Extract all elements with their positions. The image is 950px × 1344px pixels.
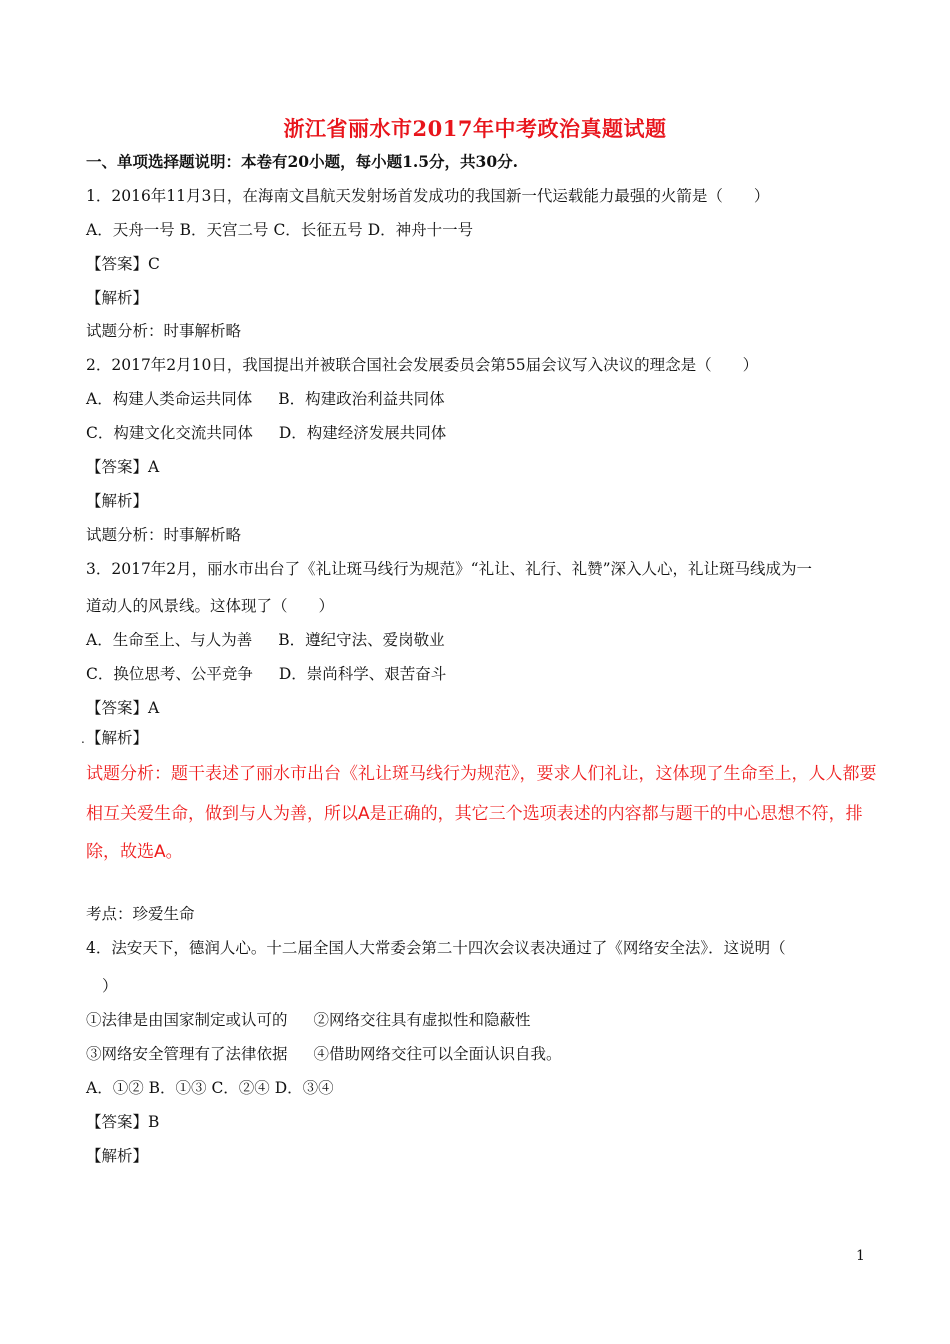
question-2-analysis-label: 【解析】 bbox=[86, 492, 149, 510]
question-3-analysis-line-1: 试题分析：题干表述了丽水市出台《礼让斑马线行为规范》，要求人们礼让，这体现了生命至上，人人都要 bbox=[86, 764, 877, 784]
question-3-answer: 【答案】A bbox=[86, 699, 160, 717]
question-2-answer: 【答案】A bbox=[86, 458, 160, 476]
question-2-analysis: 试题分析：时事解析略 bbox=[86, 526, 242, 544]
question-4-options: A．①② B．①③ C．②④ D．③④ bbox=[86, 1079, 334, 1097]
question-4-item-4: ④借助网络交往可以全面认识自我。 bbox=[313, 1045, 562, 1063]
question-1-options: A．天舟一号 B．天宫二号 C．长征五号 D．神舟十一号 bbox=[86, 221, 474, 239]
question-3-option-b: B．遵纪守法、爱岗敬业 bbox=[278, 631, 445, 649]
question-3-kaodian: 考点：珍爱生命 bbox=[86, 905, 195, 923]
question-3-option-a: A．生命至上、与人为善 bbox=[86, 631, 253, 649]
question-3-stem-line-2: 道动人的风景线。这体现了（ ） bbox=[86, 597, 335, 615]
document-title: 浙江省丽水市2017年中考政治真题试题 bbox=[283, 116, 667, 141]
question-4-item-2: ②网络交往具有虚拟性和隐蔽性 bbox=[313, 1011, 531, 1029]
question-2-option-d: D．构建经济发展共同体 bbox=[278, 424, 447, 442]
question-1-stem: 1．2016年11月3日，在海南文昌航天发射场首发成功的我国新一代运载能力最强的火箭是（ ） bbox=[86, 187, 770, 205]
question-3-option-d: D．崇尚科学、艰苦奋斗 bbox=[278, 665, 447, 683]
question-4-item-3: ③网络安全管理有了法律依据 bbox=[86, 1045, 288, 1063]
question-4-answer: 【答案】B bbox=[86, 1113, 160, 1131]
question-3-options-row-1 bbox=[86, 630, 445, 650]
question-2-options-row-1 bbox=[86, 389, 445, 409]
question-1-answer: 【答案】C bbox=[86, 255, 160, 273]
question-4-items-row-1 bbox=[86, 1010, 531, 1030]
question-4-items-row-2 bbox=[86, 1044, 562, 1064]
question-4-analysis-label: 【解析】 bbox=[86, 1147, 149, 1165]
question-1-analysis: 试题分析：时事解析略 bbox=[86, 322, 242, 340]
question-2-option-a: A．构建人类命运共同体 bbox=[86, 390, 253, 408]
question-2-option-b: B．构建政治利益共同体 bbox=[278, 390, 445, 408]
question-3-stem-line-1: 3．2017年2月，丽水市出台了《礼让斑马线行为规范》“礼让、礼行、礼赞”深入人心，礼让斑马线成为一 bbox=[86, 560, 813, 578]
question-4-stem-line-1: 4．法安天下，德润人心。十二届全国人大常委会第二十四次会议表决通过了《网络安全法》．这说明（ bbox=[86, 939, 786, 957]
question-4-stem-line-2: ） bbox=[102, 977, 118, 995]
question-3-options-row-2 bbox=[86, 664, 446, 684]
question-2-option-c: C．构建文化交流共同体 bbox=[86, 424, 253, 442]
question-3-analysis-line-2: 相互关爱生命，做到与人为善，所以A是正确的，其它三个选项表述的内容都与题干的中心思想不符，排 bbox=[86, 804, 863, 824]
page-number: 1 bbox=[856, 1248, 865, 1264]
question-1-analysis-label: 【解析】 bbox=[86, 289, 149, 307]
section-heading: 一、单项选择题说明：本卷有20小题，每小题1.5分，共30分. bbox=[86, 152, 519, 171]
question-2-options-row-2 bbox=[86, 423, 446, 443]
question-3-analysis-label: 【解析】 bbox=[86, 729, 149, 747]
question-3-option-c: C．换位思考、公平竞争 bbox=[86, 665, 253, 683]
question-4-item-1: ①法律是由国家制定或认可的 bbox=[86, 1011, 288, 1029]
stray-dot-mark: . bbox=[81, 732, 85, 746]
question-3-analysis-line-3: 除，故选A。 bbox=[86, 842, 183, 862]
question-2-stem: 2．2017年2月10日，我国提出并被联合国社会发展委员会第55届会议写入决议的理念是（ ） bbox=[86, 356, 759, 374]
